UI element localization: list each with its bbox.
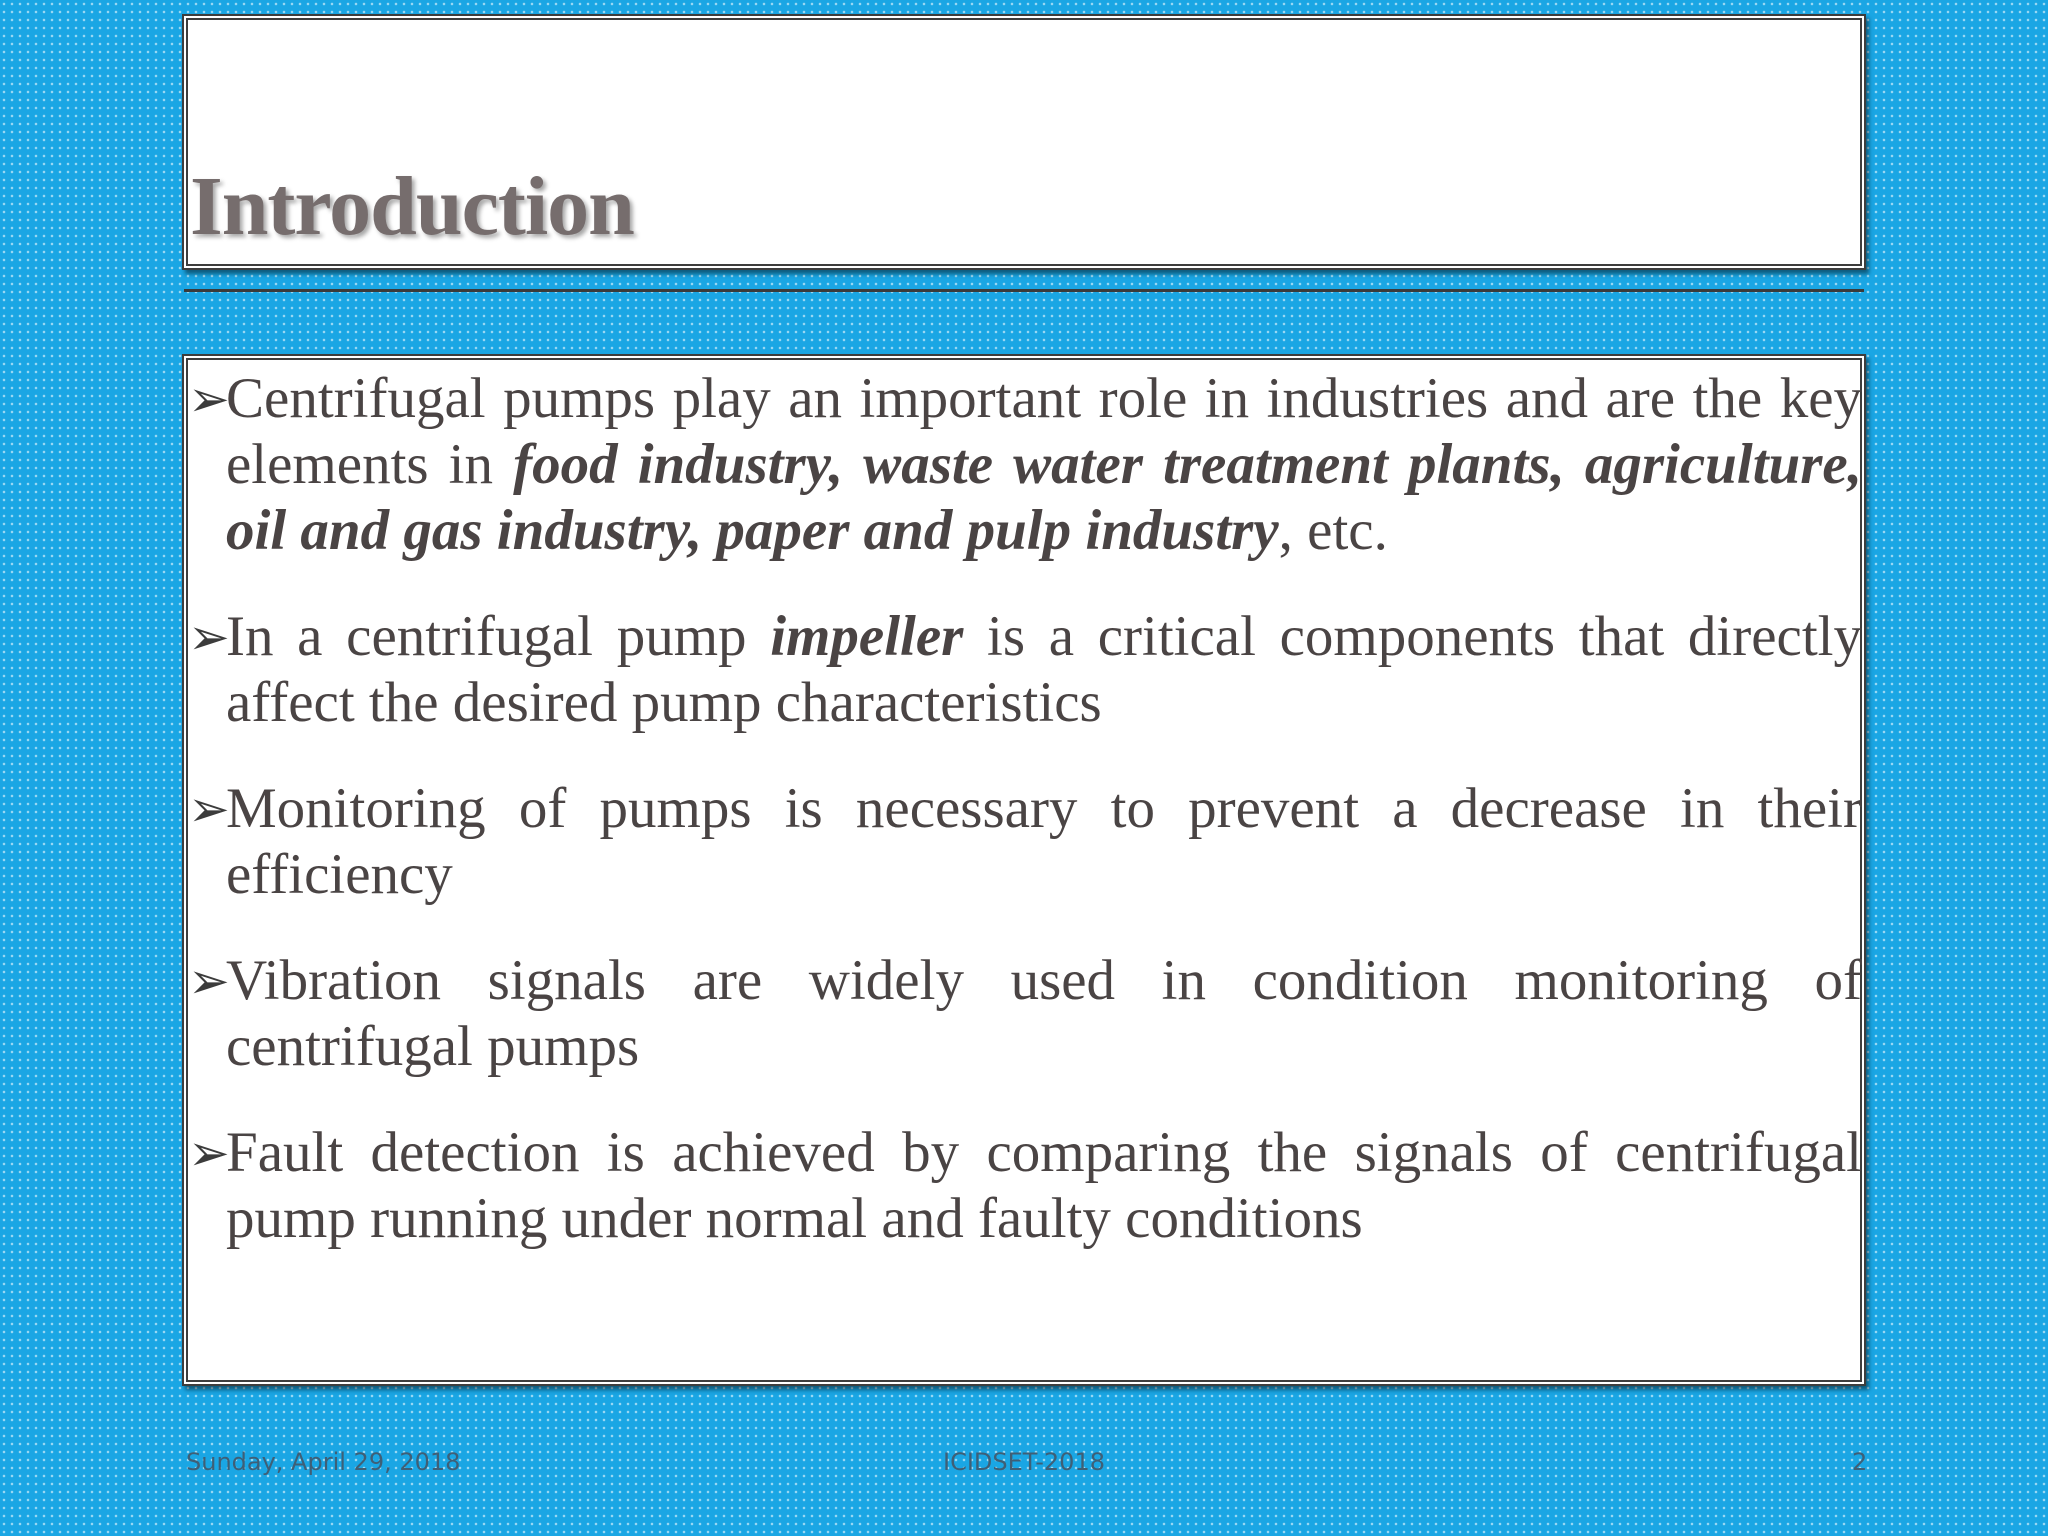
footer-conference: ICIDSET-2018 [943,1448,1105,1476]
footer-page-number: 2 [1852,1448,1868,1476]
bullet-list [190,366,1862,1292]
bullet-item [190,948,1862,1080]
arrowhead-bullet-icon: ➢ [188,608,230,666]
bullet-text: is a critical components that directly affect the desired pump characteristics [226,605,1862,734]
footer-date: Sunday, April 29, 2018 [186,1448,461,1476]
arrowhead-bullet-icon: ➢ [188,1124,230,1182]
bullet-item [190,366,1862,564]
arrowhead-bullet-icon: ➢ [188,780,230,838]
bullet-item [190,1120,1862,1252]
title-divider [184,289,1864,292]
bullet-text: Centrifugal pumps play an important role in industries and are the key elements in [226,367,1862,496]
bullet-emphasis-text: food industry, waste water treatment plants, agriculture, oil and gas industry, paper and pulp industry [226,433,1862,562]
bullet-item [190,604,1862,736]
bullet-item [190,776,1862,908]
bullet-text: Monitoring of pumps is necessary to prevent a decrease in their efficiency [226,777,1862,906]
arrowhead-bullet-icon: ➢ [188,952,230,1010]
bullet-text: , etc. [1278,499,1388,562]
bullet-text: Fault detection is achieved by comparing the signals of centrifugal pump running under normal and faulty conditions [226,1121,1862,1250]
arrowhead-bullet-icon: ➢ [188,370,230,428]
bullet-emphasis-text: impeller [770,605,964,668]
slide-title: Introduction [190,160,634,253]
bullet-text: In a centrifugal pump [226,605,771,668]
bullet-text: Vibration signals are widely used in condition monitoring of centrifugal pumps [226,949,1862,1078]
